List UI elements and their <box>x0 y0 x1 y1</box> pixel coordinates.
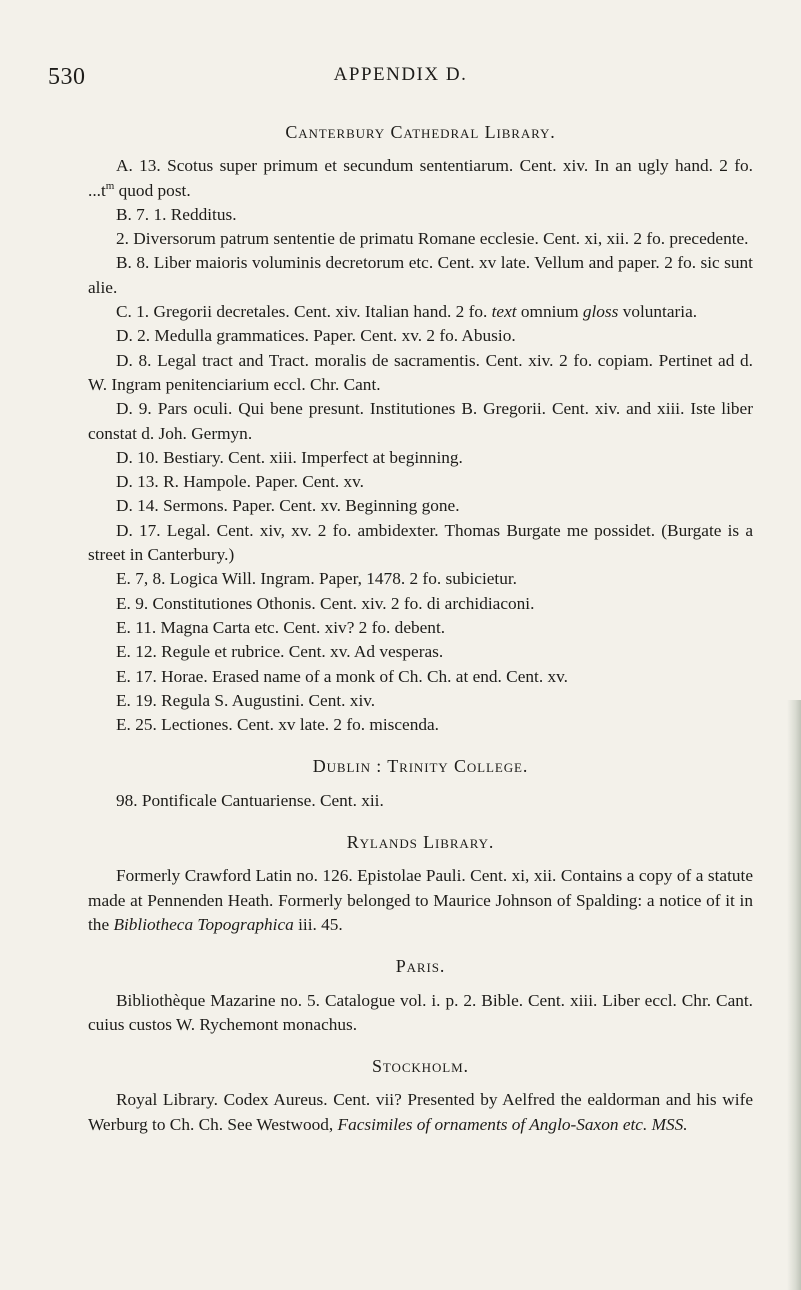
rylands-text: Formerly Crawford Latin no. 126. Epistolae Pauli. Cent. xi, xii. Contains a copy of a statute made at Pennenden Heath. Formerly belonged to Maurice Johnson of Spalding: a notice of it in the <box>88 866 753 934</box>
catalogue-entry <box>88 324 753 348</box>
catalogue-entry <box>88 494 753 518</box>
entry-text: omnium <box>516 302 583 322</box>
entry-text: Legal. Cent. xiv, xv. 2 fo. ambidexter. Thomas Burgate me possidet. (Burgate is a street in Canterbury.) <box>88 520 753 565</box>
page-header <box>48 64 753 94</box>
entry-superscript: m <box>105 179 115 192</box>
running-head: APPENDIX D. <box>333 64 468 85</box>
entry-text: Liber maioris voluminis decretorum etc. Cent. xv late. Vellum and paper. 2 fo. sic sunt alie. <box>88 253 753 297</box>
catalogue-entry <box>88 203 753 227</box>
entry-text: quod post. <box>114 180 191 200</box>
section-heading-canterbury: Canterbury Cathedral Library. <box>285 122 556 142</box>
entry-shelfmark: E. 7, 8. <box>116 569 166 589</box>
entry-text: Medulla grammatices. Paper. Cent. xv. 2 fo. Abusio. <box>154 326 516 346</box>
entry-shelfmark: E. 17. <box>116 666 157 686</box>
entry-text: Diversorum patrum sententie de primatu Romane ecclesie. Cent. xi, xii. 2 fo. precedente. <box>133 229 749 249</box>
entry-text: Pars oculi. Qui bene presunt. Institutiones B. Gregorii. Cent. xiv. and xiii. Iste liber constat d. Joh. Germyn. <box>88 399 753 443</box>
entry-shelfmark: E. 9. <box>116 593 149 613</box>
catalogue-entry <box>88 349 753 398</box>
entry-text: Bestiary. Cent. xiii. Imperfect at beginning. <box>163 447 463 467</box>
entry-shelfmark: D. 13. <box>116 472 159 492</box>
stockholm-entry <box>88 1088 753 1137</box>
entry-text: Magna Carta etc. Cent. xiv? 2 fo. debent. <box>160 617 446 637</box>
page-body <box>88 120 753 1137</box>
section-heading-stockholm: Stockholm. <box>372 1056 469 1077</box>
catalogue-entry <box>88 227 753 251</box>
catalogue-entry <box>88 519 753 568</box>
entry-text: Horae. Erased name of a monk of Ch. Ch. at end. Cent. xv. <box>161 666 568 686</box>
catalogue-entry <box>88 640 753 664</box>
entry-text: R. Hampole. Paper. Cent. xv. <box>163 472 365 492</box>
catalogue-entry <box>88 592 753 616</box>
entry-shelfmark: E. 19. <box>116 690 157 710</box>
entry-shelfmark: E. 11. <box>116 617 157 637</box>
entry-text: Lectiones. Cent. xv late. 2 fo. miscenda. <box>161 715 439 735</box>
entry-shelfmark: D. 14. <box>116 496 159 516</box>
entry-shelfmark: E. 12. <box>116 642 157 662</box>
catalogue-entry <box>88 470 753 494</box>
catalogue-entry <box>88 616 753 640</box>
entry-shelfmark: B. 7. 1. <box>116 204 167 224</box>
rylands-text-end: iii. 45. <box>293 914 343 934</box>
catalogue-entry <box>88 689 753 713</box>
entry-shelfmark: B. 8. <box>116 253 150 273</box>
catalogue-entry <box>88 665 753 689</box>
entry-text: voluntaria. <box>618 302 698 322</box>
catalogue-entry <box>88 397 753 446</box>
entry-text: Legal tract and Tract. moralis de sacramentis. Cent. xiv. 2 fo. copiam. Pertinet ad d. W. Ingram penitenciarium eccl. Chr. Cant. <box>88 350 753 394</box>
catalogue-entry <box>88 154 753 203</box>
entry-text: Regula S. Augustini. Cent. xiv. <box>161 690 376 710</box>
entry-shelfmark: D. 8. <box>116 350 152 370</box>
catalogue-entry <box>88 300 753 324</box>
section-heading-dublin: Dublin : Trinity College. <box>312 756 529 777</box>
page-number: 530 <box>48 64 86 90</box>
paris-entry: Bibliothèque Mazarine no. 5. Catalogue vol. i. p. 2. Bible. Cent. xiii. Liber eccl. Chr. Cant. cuius custos W. Rychemont monachus. <box>88 990 753 1034</box>
entry-text: Logica Will. Ingram. Paper, 1478. 2 fo. subicietur. <box>169 569 517 589</box>
canterbury-entry-list <box>88 154 753 737</box>
entry-shelfmark: C. 1. <box>116 302 150 322</box>
catalogue-entry <box>88 567 753 591</box>
entry-shelfmark: D. 9. <box>116 399 152 419</box>
entry-shelfmark: D. 2. <box>116 326 151 346</box>
rylands-entry <box>88 864 753 937</box>
entry-shelfmark: 2. <box>116 229 129 249</box>
catalogue-entry <box>88 446 753 470</box>
entry-text: Constitutiones Othonis. Cent. xiv. 2 fo. di archidiaconi. <box>152 593 535 613</box>
entry-shelfmark: E. 25. <box>116 715 157 735</box>
entry-text: Sermons. Paper. Cent. xv. Beginning gone. <box>163 496 460 516</box>
entry-text: Regule et rubrice. Cent. xv. Ad vesperas. <box>161 642 444 662</box>
entry-shelfmark: D. 17. <box>116 520 161 540</box>
catalogue-entry <box>88 251 753 300</box>
rylands-citation: Bibliotheca Topographica <box>113 914 294 934</box>
entry-italic: gloss <box>582 302 619 322</box>
entry-text: Gregorii decretales. Cent. xiv. Italian hand. 2 fo. <box>153 302 492 322</box>
page-edge-shadow <box>787 700 801 1290</box>
entry-text: Scotus super primum et secundum sententiarum. Cent. xiv. In an ugly hand. 2 fo. ...t <box>88 156 753 200</box>
catalogue-entry <box>88 713 753 737</box>
section-heading-paris: Paris. <box>395 956 446 977</box>
entry-shelfmark: D. 10. <box>116 447 159 467</box>
entry-text: Redditus. <box>170 204 237 224</box>
entry-shelfmark: A. 13. <box>116 156 161 176</box>
section-heading-rylands: Rylands Library. <box>346 832 495 853</box>
entry-italic: text <box>491 302 517 322</box>
stockholm-text: Royal Library. Codex Aureus. Cent. vii? Presented by Aelfred the ealdorman and his wife Werburg to Ch. Ch. See Westwood, <box>88 1090 753 1134</box>
stockholm-citation: Facsimiles of ornaments of Anglo-Saxon etc. MSS. <box>337 1114 688 1134</box>
dublin-entry: 98. Pontificale Cantuariense. Cent. xii. <box>116 790 384 810</box>
